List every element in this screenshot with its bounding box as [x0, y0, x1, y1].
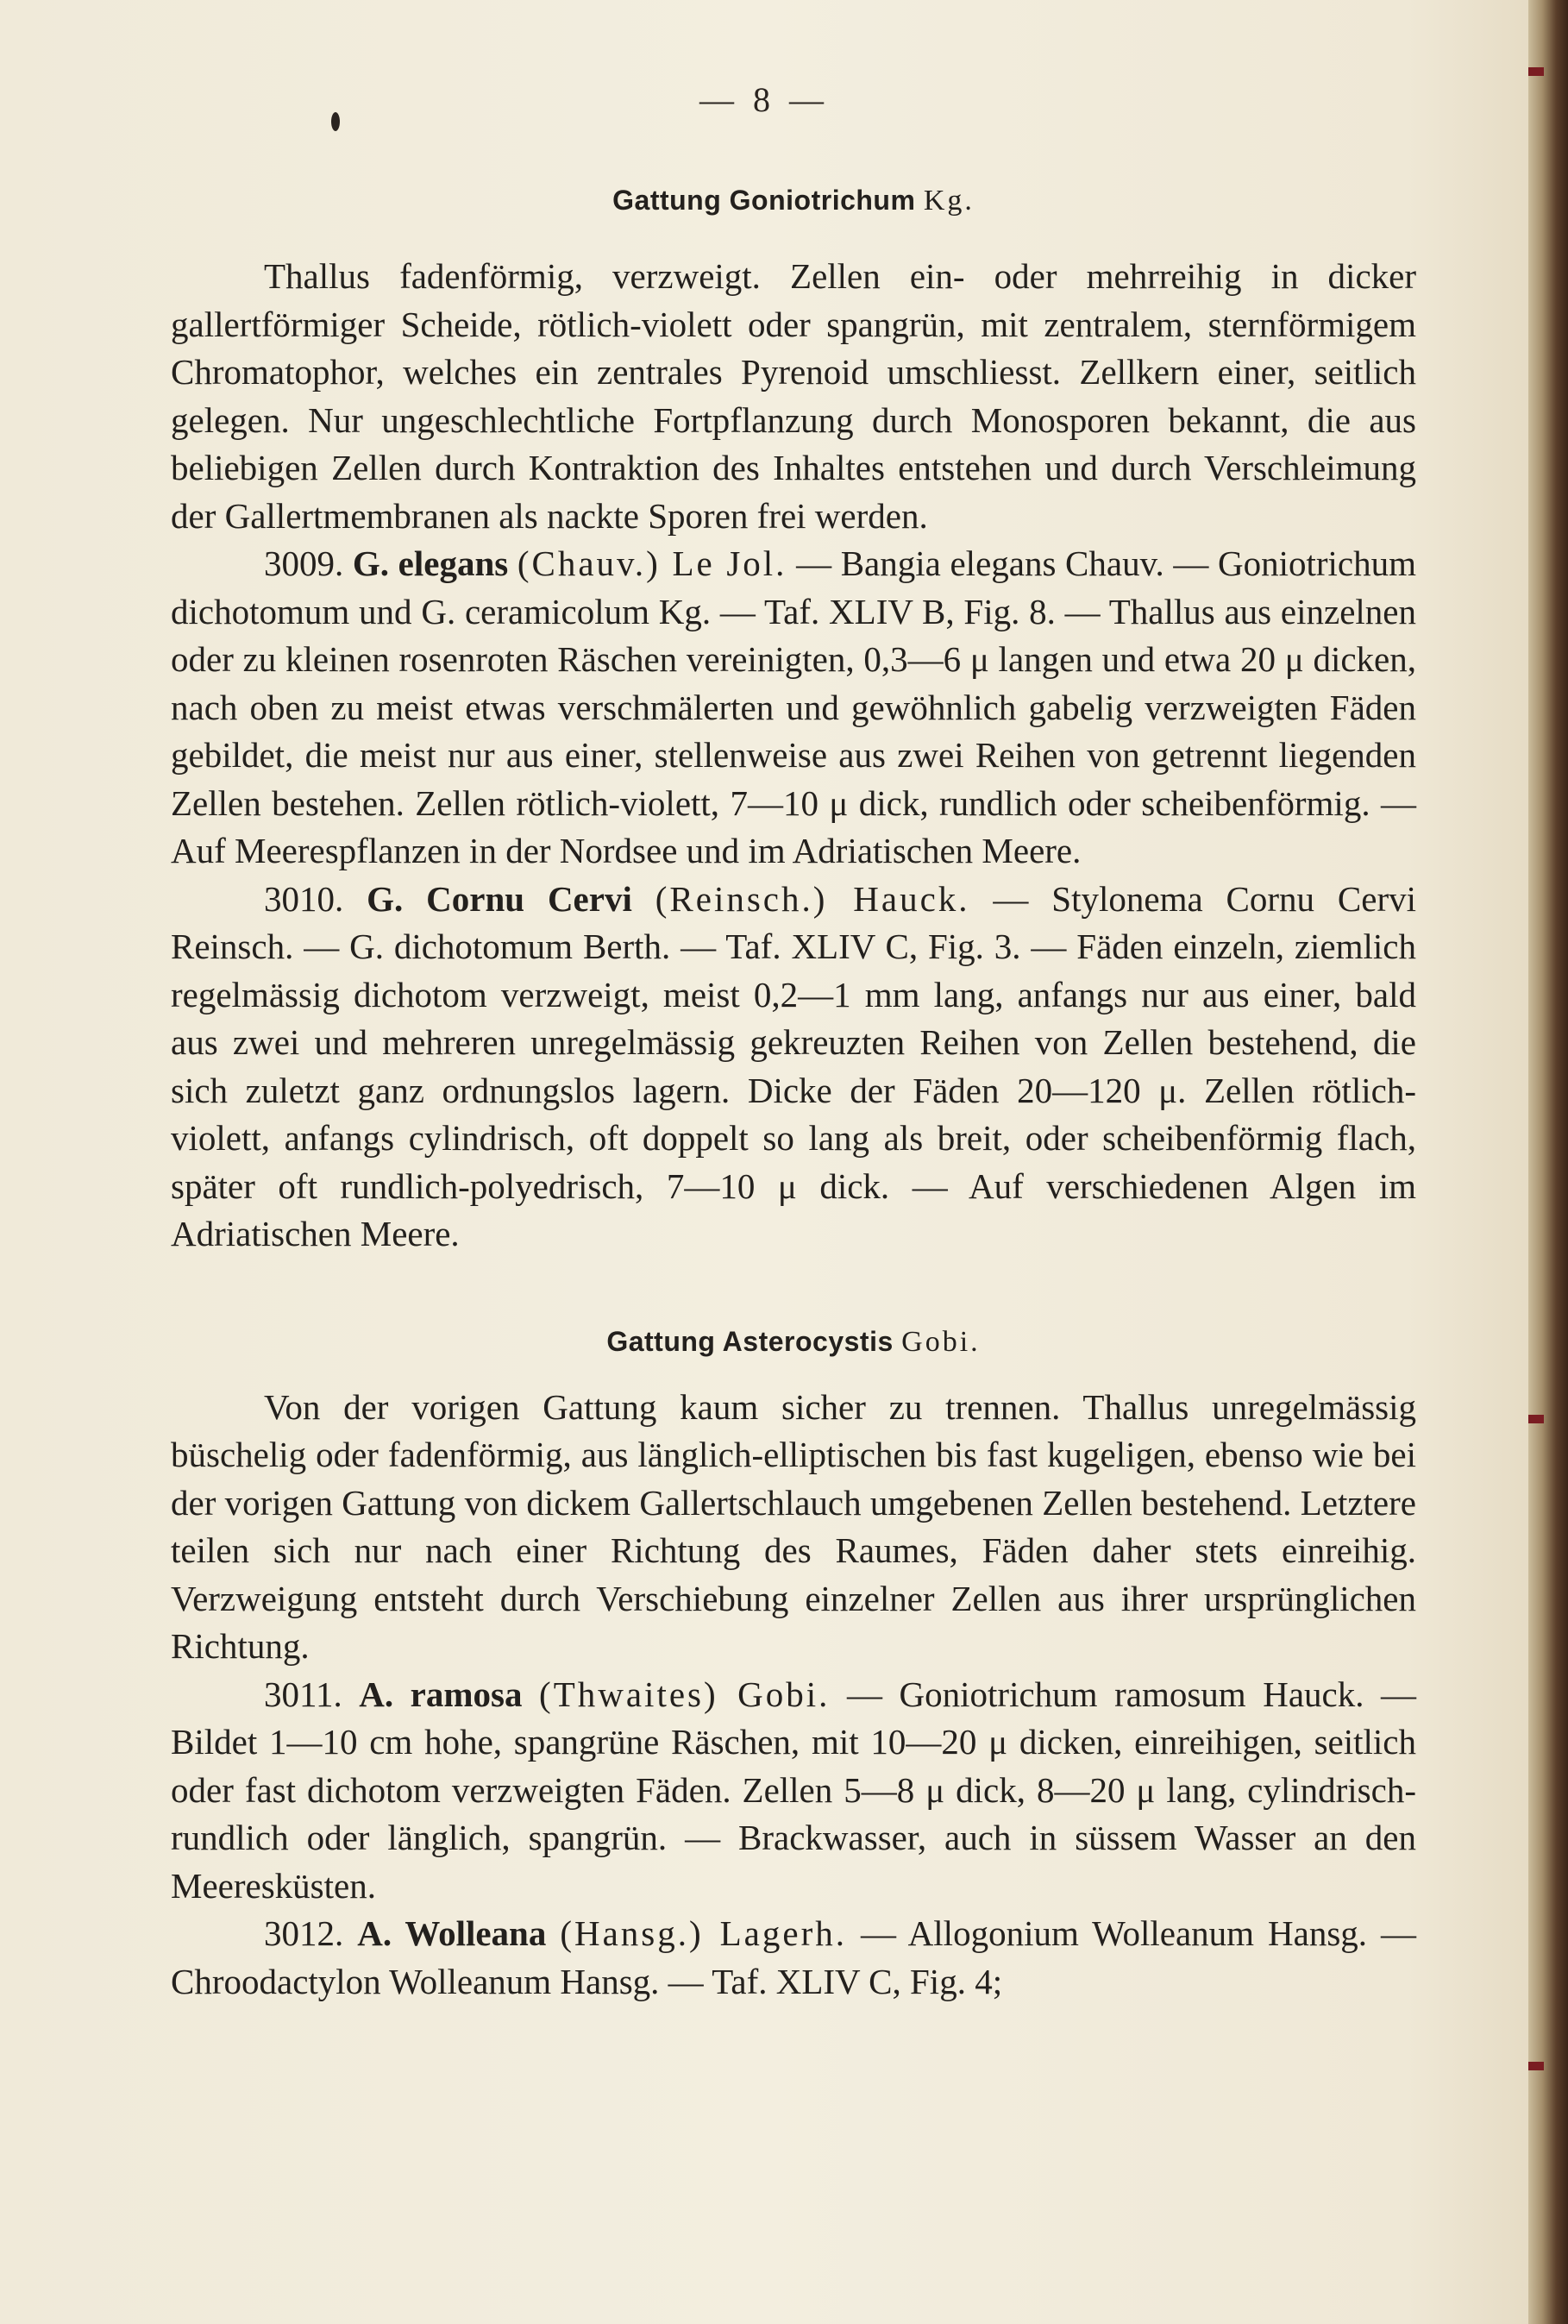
heading-author: Gobi.	[901, 1325, 981, 1358]
section-heading-goniotrichum	[171, 179, 1416, 222]
species-text: — Allogonium Wolleanum Hansg. — Chroodactylon Wolleanum Hansg. — Taf. XLIV C, Fig. 4;	[171, 1913, 1417, 2001]
species-name: A. Wolleana	[357, 1913, 547, 1953]
edge-marker	[1528, 1415, 1544, 1423]
species-name: G. elegans	[352, 543, 509, 583]
species-number: 3009.	[264, 543, 344, 583]
species-number: 3011.	[264, 1674, 342, 1714]
heading-author: Kg.	[923, 185, 975, 217]
genus-description: Thallus fadenförmig, verzweigt. Zellen ein- oder mehrreihig in dicker gallertförmiger Scheide, rötlich-violett oder spangrün, mit zentralem, sternförmigem Chromatophor, welches ein zentrales Pyrenoid umschliesst. Zellkern einer, seitlich gelegen. Nur ungeschlechtliche Fortpflanzung durch Monosporen bekannt, die aus beliebigen Zellen durch Kontraktion des Inhaltes entstehen und durch Verschleimung der Gallertmembranen als nackte Sporen frei werden.	[171, 256, 1416, 536]
page-content	[171, 164, 1416, 2006]
species-text: — Stylonema Cornu Cervi Reinsch. — G. dichotomum Berth. — Taf. XLIV C, Fig. 3. — Fäden einzeln, ziemlich regelmässig dichotom verzweigt, meist 0,2—1 mm lang, anfangs nur aus einer, bald aus zwei und mehreren unregelmässig gekreuzten Reihen von Zellen bestehend, die sich zuletzt ganz ordnungslos lagern. Dicke der Fäden 20—120 μ. Zellen rötlich-violett, anfangs cylindrisch, oft doppelt so lang als breit, oder scheibenförmig flach, später oft rundlich-polyedrisch, 7—10 μ dick. — Auf verschiedenen Algen im Adriatischen Meere.	[171, 878, 1417, 1253]
species-text: — Goniotrichum ramosum Hauck. — Bildet 1—10 cm hohe, spangrüne Räschen, mit 10—20 μ dicken, einreihigen, seitlich oder fast dichotom verzweigten Fäden. Zellen 5—8 μ dick, 8—20 μ lang, cylindrisch-rundlich oder länglich, spangrün. — Brackwasser, auch in süssem Wasser an den Meeresküsten.	[171, 1674, 1417, 1906]
species-name: G. Cornu Cervi	[367, 878, 632, 919]
species-entry	[171, 1671, 1416, 1911]
species-author: (Hansg.) Lagerh.	[560, 1913, 847, 1953]
species-author: (Thwaites) Gobi.	[539, 1674, 831, 1714]
species-entry	[171, 540, 1416, 876]
heading-genus: Gattung Asterocystis	[606, 1325, 894, 1357]
heading-genus: Gattung Goniotrichum	[612, 185, 916, 216]
species-name: A. ramosa	[359, 1674, 523, 1714]
species-entry	[171, 876, 1416, 1259]
section-heading-asterocystis	[171, 1321, 1416, 1363]
ink-spot	[331, 112, 340, 131]
edge-marker	[1528, 67, 1544, 76]
species-number: 3012.	[264, 1913, 344, 1953]
species-entry	[171, 1910, 1416, 2006]
species-number: 3010.	[264, 878, 344, 919]
genus-description: Von der vorigen Gattung kaum sicher zu trennen. Thallus unregelmässig büschelig oder fadenförmig, aus länglich-elliptischen bis fast kugeligen, ebenso wie bei der vorigen Gattung von dickem Gallertschlauch umgebenen Zellen bestehend. Letztere teilen sich nur nach einer Richtung des Raumes, Fäden daher stets einreihig. Verzweigung entsteht durch Verschiebung einzelner Zellen aus ihrer ursprünglichen Richtung.	[171, 1386, 1416, 1666]
book-spine-edge	[1528, 0, 1568, 2324]
edge-marker	[1528, 2062, 1544, 2070]
species-author: (Chauv.) Le Jol.	[517, 543, 787, 583]
species-text: — Bangia elegans Chauv. — Goniotrichum dichotomum und G. ceramicolum Kg. — Taf. XLIV B, Fig. 8. — Thallus aus einzelnen oder zu kleinen rosenroten Räschen vereinigten, 0,3—6 μ langen und etwa 20 μ dicken, nach oben zu meist etwas verschmälerten und gewöhnlich gabelig verzweigten Fäden gebildet, die meist nur aus einer, stellenweise aus zwei Reihen von getrennt liegenden Zellen bestehen. Zellen rötlich-violett, 7—10 μ dick, rundlich oder scheibenförmig. — Auf Meerespflanzen in der Nordsee und im Adriatischen Meere.	[171, 543, 1416, 870]
page-number: — 8 —	[699, 80, 829, 119]
species-author: (Reinsch.) Hauck.	[655, 878, 970, 919]
